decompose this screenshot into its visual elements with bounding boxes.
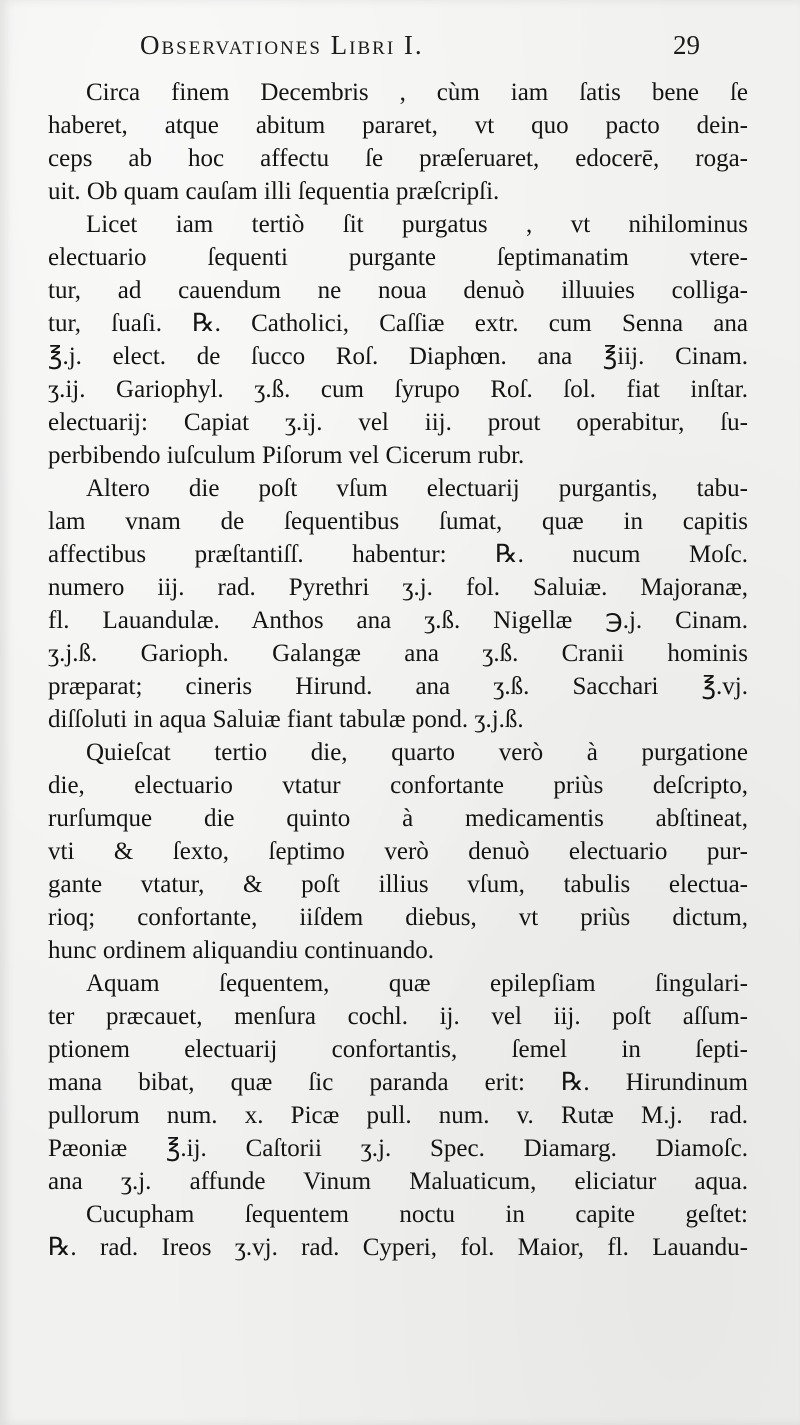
text-line: ceps ab hoc affectu ſe præſeruaret, edocerē, roga- <box>48 145 748 172</box>
text-line: diſſoluti in aqua Saluiæ fiant tabulæ pond. ʒ.j.ß. <box>48 706 524 733</box>
text-line: electuario ſequenti purgante ſeptimanatim vtere- <box>48 244 748 271</box>
text-line: Cucupham ſequentem noctu in capite geſtet: <box>86 1201 748 1228</box>
text-line: numero iij. rad. Pyrethri ʒ.j. fol. Saluiæ. Majoranæ, <box>48 574 748 601</box>
text-line: rioq; confortante, iiſdem diebus, vt priùs dictum, <box>48 904 748 931</box>
text-line: die, electuario vtatur confortante priùs deſcripto, <box>48 772 748 799</box>
running-head <box>140 30 700 66</box>
text-line: perbibendo iuſculum Piſorum vel Cicerum rubr. <box>48 442 525 469</box>
text-line: ana ʒ.j. affunde Vinum Maluaticum, eliciatur aqua. <box>48 1168 748 1195</box>
text-line: ptionem electuarij confortantis, ſemel in ſepti- <box>48 1036 748 1063</box>
text-line: Circa finem Decembris , cùm iam ſatis bene ſe <box>86 79 748 106</box>
text-line: electuarij: Capiat ʒ.ij. vel iij. prout operabitur, ſu- <box>48 409 748 436</box>
page-number: 29 <box>673 30 700 60</box>
text-line: Licet iam tertiò ſit purgatus , vt nihilominus <box>86 211 748 238</box>
text-line: hunc ordinem aliquandiu continuando. <box>48 937 435 964</box>
text-line: lam vnam de ſequentibus ſumat, quæ in capitis <box>48 508 748 535</box>
body-text <box>48 76 748 1264</box>
text-line: ℞. rad. Ireos ʒ.vj. rad. Cyperi, fol. Maior, fl. Lauandu- <box>48 1234 748 1261</box>
text-line: Altero die poſt vſum electuarij purgantis, tabu- <box>86 475 748 502</box>
text-line: rurſumque die quinto à medicamentis abſtineat, <box>48 805 748 832</box>
text-line: ʒ.j.ß. Garioph. Galangæ ana ʒ.ß. Cranii hominis <box>48 640 748 667</box>
text-line: haberet, atque abitum pararet, vt quo pacto dein- <box>48 112 748 139</box>
text-line: præparat; cineris Hirund. ana ʒ.ß. Sacchari ℥.vj. <box>48 673 748 700</box>
text-line: gante vtatur, & poſt illius vſum, tabulis electua- <box>48 871 748 898</box>
text-line: ʒ.ij. Gariophyl. ʒ.ß. cum ſyrupo Roſ. ſol. fiat inſtar. <box>48 376 748 403</box>
text-line: affectibus præſtantiſſ. habentur: ℞. nucum Moſc. <box>48 541 748 568</box>
text-line: tur, ad cauendum ne noua denuò illuuies colliga- <box>48 277 748 304</box>
text-line: Quieſcat tertio die, quarto verò à purgatione <box>86 739 748 766</box>
text-line: Pæoniæ ℥.ij. Caſtorii ʒ.j. Spec. Diamarg. Diamoſc. <box>48 1135 748 1162</box>
text-line: ter præcauet, menſura cochl. ij. vel iij. poſt aſſum- <box>48 1003 748 1030</box>
text-line: vti & ſexto, ſeptimo verò denuò electuario pur- <box>48 838 748 865</box>
text-line: pullorum num. x. Picæ pull. num. v. Rutæ M.j. rad. <box>48 1102 748 1129</box>
text-line: uit. Ob quam cauſam illi ſequentia præſcripſi. <box>48 178 500 205</box>
text-line: Aquam ſequentem, quæ epilepſiam ſingulari- <box>86 970 748 997</box>
text-line: ℥.j. elect. de ſucco Roſ. Diaphœn. ana ℥iij. Cinam. <box>48 343 748 370</box>
text-line: fl. Lauandulæ. Anthos ana ʒ.ß. Nigellæ ℈.j. Cinam. <box>48 607 748 634</box>
text-line: tur, ſuaſi. ℞. Catholici, Caſſiæ extr. cum Senna ana <box>48 310 748 337</box>
running-title: Observationes Libri I. <box>140 30 424 60</box>
text-line: mana bibat, quæ ſic paranda erit: ℞. Hirundinum <box>48 1069 748 1096</box>
